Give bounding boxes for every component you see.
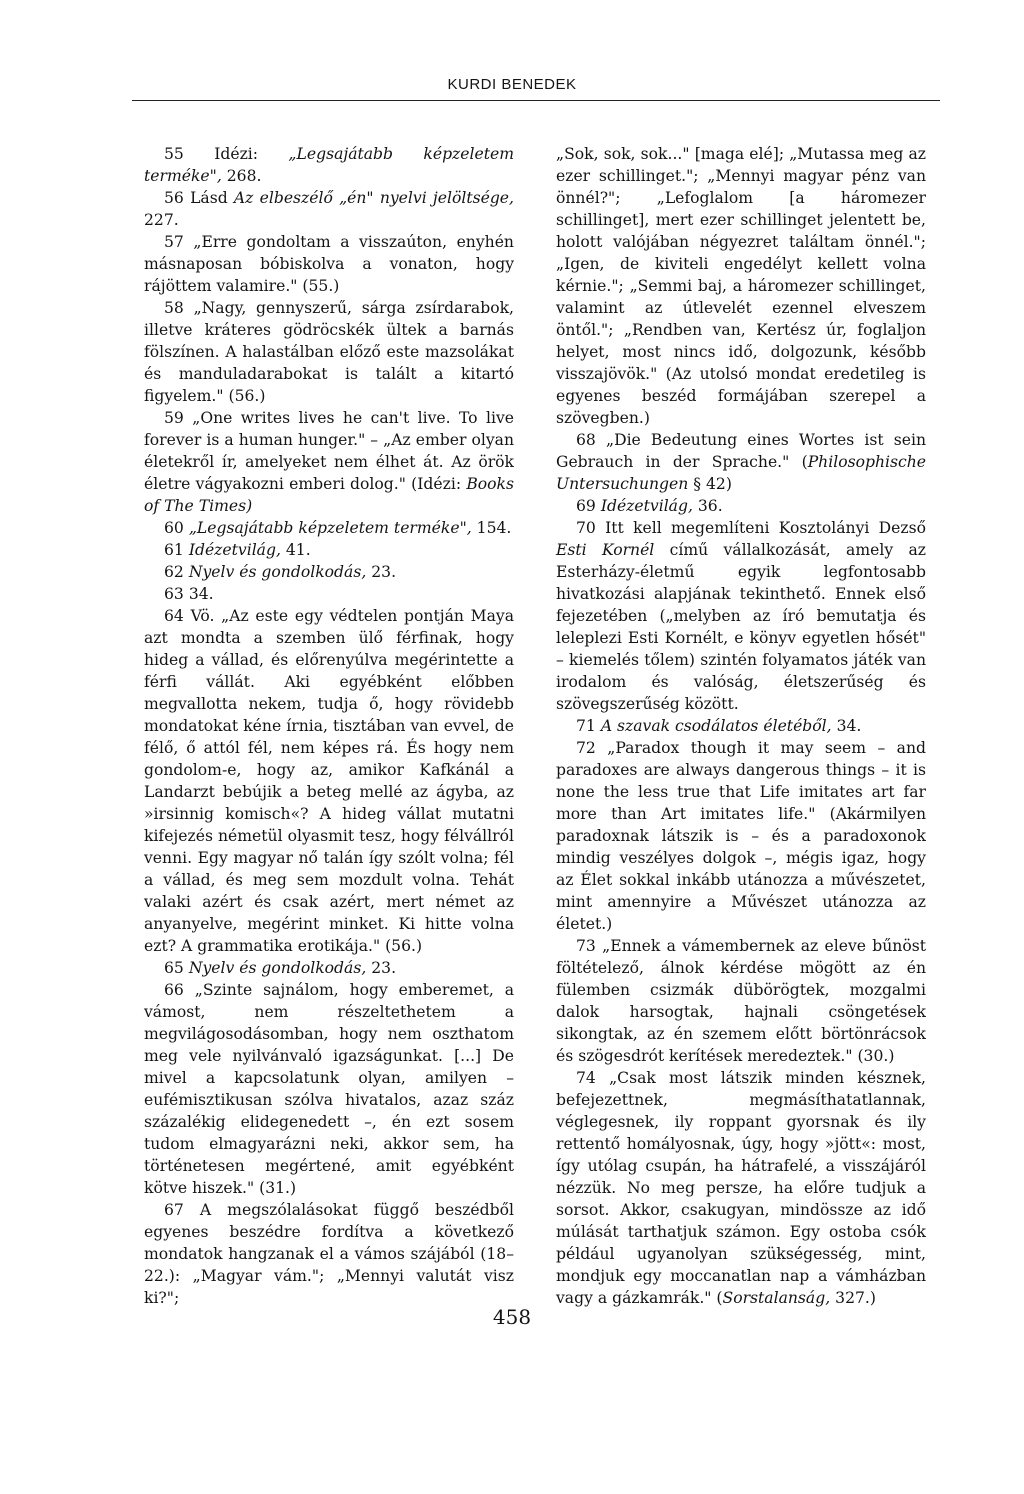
footnote-64 (144, 605, 514, 957)
footnote-text: „Sok, sok, sok..." [maga elé]; „Mutassa meg az ezer schillinget."; „Mennyi magyar pénz van önnél?"; „Lefoglalom [a háromezer schillinget], mert ezer schillinget jelentett be, holott valójában négyezret találtam önnél."; „Igen, de kiviteli engedélyt kellett volna kérnie."; „Semmi baj, a háromezer schillinget, valamint az útlevelét ezennel elveszem öntől."; „Rendben van, Kertész úr, foglaljon helyet, most nincs idő, dolgozunk, később visszajövök." (Az utolsó mondat eredetileg is egyenes beszéd formájában szerepel a szövegben.) (556, 145, 926, 427)
footnote-text-after: 327.) (830, 1289, 876, 1307)
header-rule (132, 100, 940, 101)
footnote-67-continued (556, 143, 926, 429)
footnote-70 (556, 517, 926, 715)
footnote-text: Itt kell megemlíteni Kosztolányi Dezső (605, 519, 926, 537)
footnote-reference: Az elbeszélő „én" nyelvi jelöltsége, (233, 189, 514, 207)
footnote-text: Lásd (190, 189, 234, 207)
footnote-text-after: 227. (144, 211, 179, 229)
footnote-text-after: 154. (471, 519, 512, 537)
footnote-number: 71 (576, 717, 596, 735)
footnote-text-after: 23. (366, 563, 397, 581)
footnote-number: 57 (164, 233, 184, 251)
footnote-text: „One writes lives he can't live. To live forever is a human hunger." – „Az ember olyan életekről ír, amelyeket nem élhet át. Az örök életre vágyakozni emberi dolog." (Idézi: (144, 409, 514, 493)
right-column (556, 143, 926, 1309)
footnote-59 (144, 407, 514, 517)
footnote-reference: „Legsajátabb képzeletem terméke", (188, 519, 472, 537)
footnote-text: 34. (188, 585, 214, 603)
footnote-66 (144, 979, 514, 1199)
footnote-text-after: 268. (221, 167, 262, 185)
footnote-text: Idézi: (214, 145, 289, 163)
footnote-63 (144, 583, 514, 605)
footnote-text-after: 23. (366, 959, 397, 977)
footnote-reference: Nyelv és gondolkodás, (188, 563, 367, 581)
footnote-57 (144, 231, 514, 297)
footnote-72 (556, 737, 926, 935)
footnote-number: 69 (576, 497, 596, 515)
footnote-reference: A szavak csodálatos életéből, (600, 717, 832, 735)
footnote-58 (144, 297, 514, 407)
footnote-73 (556, 935, 926, 1067)
footnote-number: 68 (576, 431, 596, 449)
footnote-67 (144, 1199, 514, 1309)
footnote-55 (144, 143, 514, 187)
footnote-reference: Philosophische Untersuchungen (556, 453, 926, 493)
footnote-number: 58 (164, 299, 184, 317)
footnote-61 (144, 539, 514, 561)
footnote-reference: Idézetvilág, (600, 497, 693, 515)
footnote-text-after: 36. (692, 497, 723, 515)
running-head: KURDI BENEDEK (447, 76, 577, 93)
footnote-68 (556, 429, 926, 495)
footnote-number: 64 (164, 607, 184, 625)
footnote-text: A megszólalásokat függő beszédből egyenes beszédre fordítva a következő mondatok hangzanak el a vámos szájából (18–22.): „Magyar vám."; „Mennyi valutát visz ki?"; (144, 1201, 514, 1307)
footnote-text-after: § 42) (688, 475, 732, 493)
footnote-65 (144, 957, 514, 979)
footnote-number: 56 (164, 189, 184, 207)
footnote-reference: Nyelv és gondolkodás, (188, 959, 367, 977)
footnote-number: 65 (164, 959, 184, 977)
footnote-text: „Nagy, gennyszerű, sárga zsírdarabok, illetve kráteres gödröcskék ültek a barnás fölszínen. A halastálban előző este mazsolákat és manduladarabokat is talált a kitartó figyelem." (56.) (144, 299, 514, 405)
footnote-71 (556, 715, 926, 737)
page-number: 458 (492, 1305, 532, 1329)
footnote-number: 59 (164, 409, 184, 427)
footnote-62 (144, 561, 514, 583)
footnote-text-after: című vállalkozását, amely az Esterházy-életmű egyik legfontosabb hivatkozási alapjának tekinthető. Ennek első fejezetében („melyben az író bemutatja és leleplezi Esti Kornélt, e könyv egyetlen hősét" – kiemelés tőlem) szintén folyamatos játék van irodalom és valóság, életszerűség és szövegszerűség között. (556, 541, 926, 713)
footnote-number: 62 (164, 563, 184, 581)
footnote-text-after: 41. (280, 541, 311, 559)
footnote-text: „Paradox though it may seem – and paradoxes are always dangerous things – it is none the less true that Life imitates art far more than Art imitates life." (Akármilyen paradoxnak látszik is – és a paradoxonok mindig veszélyes dolgok –, mégis igaz, hogy az Élet sokkal inkább utánozza a művészetet, mint amennyire a Művészet utánozza az életet.) (556, 739, 926, 933)
footnote-text: „Die Bedeutung eines Wortes ist sein Gebrauch in der Sprache." ( (556, 431, 927, 471)
footnote-number: 63 (164, 585, 184, 603)
footnote-reference: Books of The Times) (144, 475, 514, 515)
footnote-reference: Sorstalanság, (722, 1289, 831, 1307)
footnote-number: 60 (164, 519, 184, 537)
footnote-number: 70 (576, 519, 596, 537)
footnote-reference: Esti Kornél (556, 541, 655, 559)
footnote-reference: Idézetvilág, (188, 541, 281, 559)
footnote-number: 55 (164, 145, 184, 163)
footnote-number: 73 (576, 937, 596, 955)
left-column (144, 143, 514, 1309)
footnote-number: 61 (164, 541, 184, 559)
footnote-text: „Szinte sajnálom, hogy emberemet, a vámost, nem részeltethetem a megvilágosodásomban, hogy nem oszthatom meg vele nyilvánvaló igazságunkat. [...] De mivel a kapcsolatunk olyan, amilyen – eufémisztikusan szólva hivatalos, azaz száz százalékig elidegenedett –, én ezt sosem tudom elmagyarázni neki, akkor sem, ha történetesen megértené, amit egyébként kötve hiszek." (31.) (144, 981, 514, 1197)
footnote-56 (144, 187, 514, 231)
footnote-reference: „Legsajátabb képzeletem terméke", (144, 145, 514, 185)
footnote-number: 67 (164, 1201, 184, 1219)
footnote-74 (556, 1067, 926, 1309)
footnote-number: 66 (164, 981, 184, 999)
footnote-number: 72 (576, 739, 596, 757)
footnote-text: „Csak most látszik minden késznek, befejezettnek, megmásíthatatlannak, véglegesnek, ily roppant gyorsnak és ily rettentő homályosnak, úgy, hogy »jött«: most, így utólag csupán, ha hátrafelé, a visszájáról nézzük. No meg persze, ha előre tudjuk a sorsot. Akkor, csakugyan, mindössze az idő múlását tarthatjuk számon. Egy ostoba csók például ugyanolyan szükségesség, mint, mondjuk egy moccanatlan nap a vámházban vagy a gázkamrák." ( (556, 1069, 926, 1307)
footnote-number: 74 (576, 1069, 596, 1087)
footnote-text: „Erre gondoltam a visszaúton, enyhén másnaposan bóbiskolva a vonaton, hogy rájöttem valamire." (55.) (144, 233, 514, 295)
footnote-text-after: 34. (831, 717, 862, 735)
footnote-69 (556, 495, 926, 517)
footnote-text: Vö. „Az este egy védtelen pontján Maya azt mondta a szemben ülő férfinak, hogy hideg a vállad, és előrenyúlva megérintette a férfi vállát. Aki egyébként előbben megvallotta nekem, tudja ő, hogy rövidebb mondatokat kéne írnia, tisztában van evvel, de félő, ő attól fél, nem képes rá. És hogy nem gondolom-e, hogy az, amikor Kafkánál a Landarzt bebújik a beteg mellé az ágyba, az »irsinnig komisch«? A hideg vállat mutatni kifejezés németül olyasmit tesz, hogy félvállról venni. Egy magyar nő talán így szólt volna; fél a vállad, és meg sem mozdult volna. Tehát valaki azért és csak azért, mert német az anyanyelve, megérint minket. Ki hitte volna ezt? A grammatika erotikája." (56.) (144, 607, 514, 955)
footnote-text: „Ennek a vámembernek az eleve bűnöst föltételező, álnok kérdése mögött az én fülemben csizmák dübörögtek, mozgalmi dalok harsogtak, hajnali csöngetések sikongtak, az én szemem előtt börtönrácsok és szögesdrót kerítések meredeztek." (30.) (556, 937, 926, 1065)
footnote-60 (144, 517, 514, 539)
